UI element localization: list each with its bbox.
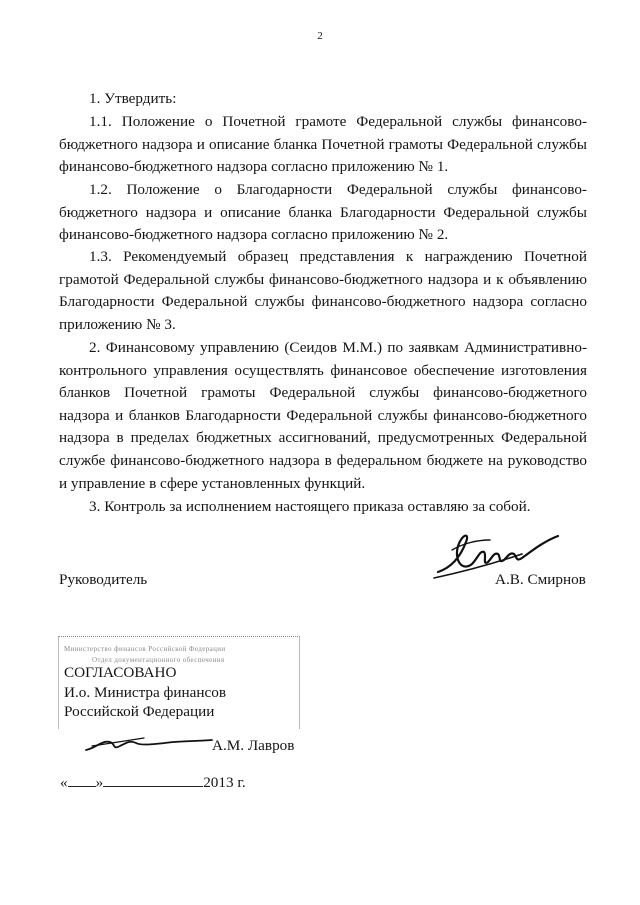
approver-name: А.М. Лавров: [212, 737, 295, 754]
paragraph-1-3: 1.3. Рекомендуемый образец представления к награждению Почетной грамотой Федеральной службы финансово-бюджетного надзора и к объявлению Благодарности Федеральной службы финансово-бюджетного надзора согласно приложению № 3.: [59, 248, 587, 333]
date-day-blank: [68, 772, 96, 787]
paragraph-1-1: 1.1. Положение о Почетной грамоте Федеральной службы финансово-бюджетного надзора и описание бланка Почетной грамоты Федеральной службы финансово-бюджетного надзора согласно приложению № 1.: [59, 113, 587, 176]
approver-position-line-2: Российской Федерации: [64, 703, 215, 720]
stamp-text-line-1: Министерство финансов Российской Федерации: [64, 645, 226, 653]
approver-position-line-1: И.о. Министра финансов: [64, 684, 227, 701]
date-close-quote: »: [95, 774, 104, 791]
date-open-quote: «: [60, 774, 68, 791]
signatory-name: А.В. Смирнов: [495, 571, 586, 588]
approval-date-line: [60, 772, 246, 792]
approval-label: СОГЛАСОВАНО: [64, 664, 177, 681]
signatory-title: Руководитель: [59, 571, 148, 588]
paragraph-3: 3. Контроль за исполнением настоящего приказа оставляю за собой.: [89, 498, 531, 515]
date-year: 2013 г.: [203, 774, 246, 791]
stamp-text-line-2: Отдел документационного обеспечения: [92, 656, 225, 664]
handwritten-signature-approver: [84, 734, 214, 756]
date-month-blank: [103, 772, 203, 787]
paragraph-approve-heading: 1. Утвердить:: [89, 90, 177, 107]
paragraph-1-2: 1.2. Положение о Благодарности Федеральной службы финансово-бюджетного надзора и описание бланка Благодарности Федеральной службы финансово-бюджетного надзора согласно приложению № 2.: [59, 181, 587, 244]
paragraph-2: 2. Финансовому управлению (Сеидов М.М.) по заявкам Административно-контрольного управления осуществлять финансовое обеспечение изготовления бланков Почетной грамоты Федеральной службы финансово-бюджетного надзора и бланков Благодарности Федеральной службы финансово-бюджетного надзора в пределах бюджетных ассигнований, предусмотренных Федеральной службе финансово-бюджетного надзора в федеральном бюджете на руководство и управление в сфере установленных функций.: [59, 339, 587, 492]
page-number: 2: [317, 30, 323, 42]
